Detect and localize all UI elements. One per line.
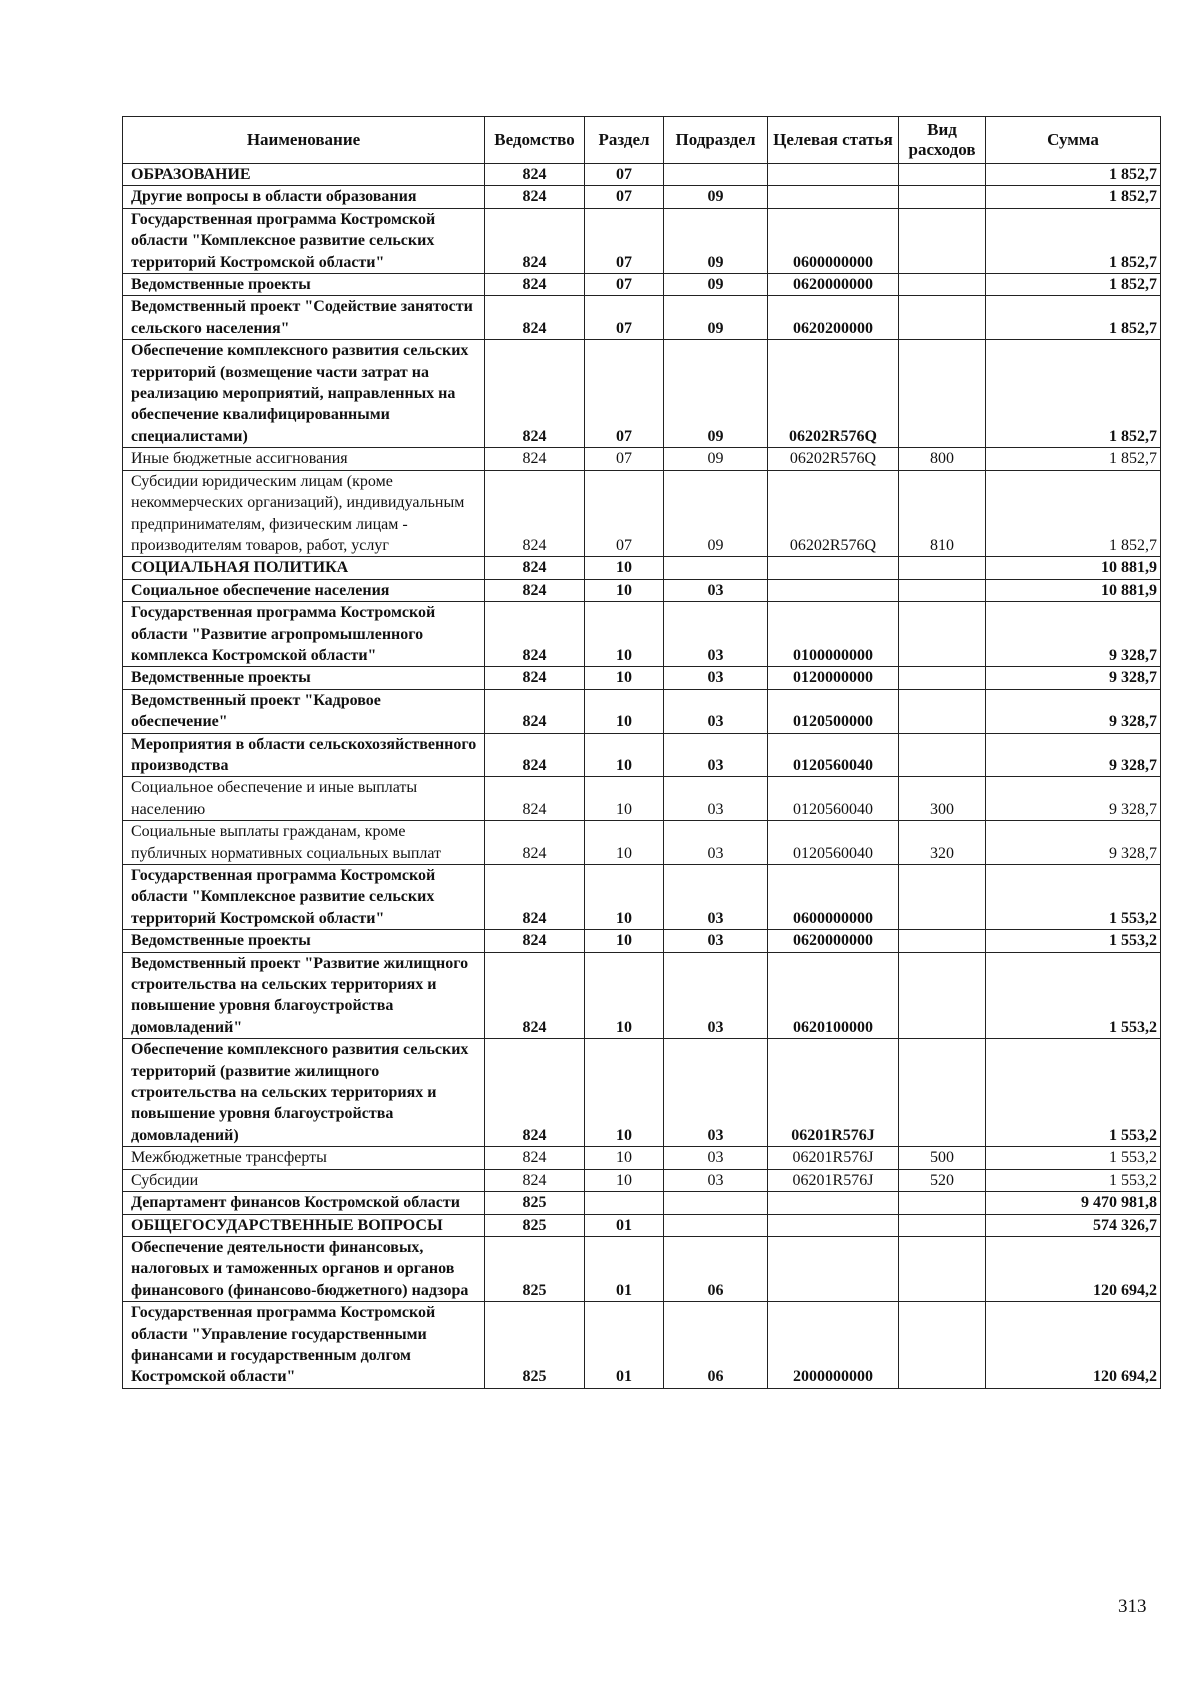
- cell-section: 10: [585, 930, 664, 952]
- cell-amount: 9 470 981,8: [986, 1192, 1161, 1214]
- cell-department: 824: [485, 667, 585, 689]
- cell-subsection: [664, 1192, 768, 1214]
- cell-target-article: 0120000000: [768, 667, 899, 689]
- cell-section: 07: [585, 164, 664, 186]
- cell-department: 824: [485, 1147, 585, 1169]
- cell-name: Ведомственный проект "Развитие жилищного строительства на сельских территориях и повышение уровня благоустройства домовладений": [123, 952, 485, 1039]
- cell-expense-type: [899, 1039, 986, 1147]
- cell-expense-type: 810: [899, 470, 986, 557]
- table-row: [123, 865, 1161, 930]
- cell-target-article: 06202R576Q: [768, 470, 899, 557]
- cell-department: 824: [485, 557, 585, 579]
- cell-expense-type: [899, 557, 986, 579]
- cell-target-article: 0120560040: [768, 777, 899, 821]
- cell-name: Ведомственные проекты: [123, 930, 485, 952]
- cell-amount: 1 852,7: [986, 208, 1161, 273]
- cell-amount: 1 852,7: [986, 448, 1161, 470]
- cell-section: 10: [585, 557, 664, 579]
- cell-department: 825: [485, 1302, 585, 1389]
- cell-department: 824: [485, 1169, 585, 1191]
- cell-amount: 9 328,7: [986, 689, 1161, 733]
- header-section: Раздел: [585, 117, 664, 164]
- cell-amount: 1 553,2: [986, 952, 1161, 1039]
- cell-department: 824: [485, 733, 585, 777]
- cell-department: 824: [485, 448, 585, 470]
- cell-subsection: 03: [664, 733, 768, 777]
- cell-department: 824: [485, 777, 585, 821]
- header-name: Наименование: [123, 117, 485, 164]
- cell-name: Социальные выплаты гражданам, кроме публичных нормативных социальных выплат: [123, 821, 485, 865]
- cell-section: 10: [585, 865, 664, 930]
- cell-section: 10: [585, 821, 664, 865]
- cell-subsection: 09: [664, 296, 768, 340]
- cell-department: 824: [485, 865, 585, 930]
- cell-department: 824: [485, 689, 585, 733]
- cell-department: 824: [485, 208, 585, 273]
- cell-section: 07: [585, 340, 664, 448]
- cell-name: Государственная программа Костромской области "Развитие агропромышленного комплекса Костромской области": [123, 602, 485, 667]
- cell-section: [585, 1192, 664, 1214]
- cell-expense-type: [899, 186, 986, 208]
- cell-subsection: 03: [664, 821, 768, 865]
- cell-expense-type: [899, 865, 986, 930]
- cell-target-article: [768, 557, 899, 579]
- cell-target-article: 0620000000: [768, 274, 899, 296]
- cell-department: 824: [485, 296, 585, 340]
- cell-subsection: 03: [664, 952, 768, 1039]
- cell-amount: 1 553,2: [986, 865, 1161, 930]
- cell-expense-type: [899, 602, 986, 667]
- cell-amount: 1 852,7: [986, 340, 1161, 448]
- cell-amount: 574 326,7: [986, 1214, 1161, 1236]
- cell-name: Иные бюджетные ассигнования: [123, 448, 485, 470]
- cell-subsection: 06: [664, 1302, 768, 1389]
- table-row: [123, 602, 1161, 667]
- cell-department: 824: [485, 821, 585, 865]
- header-expense-type: Вид расходов: [899, 117, 986, 164]
- cell-section: 07: [585, 470, 664, 557]
- cell-target-article: 0100000000: [768, 602, 899, 667]
- cell-name: Социальное обеспечение и иные выплаты населению: [123, 777, 485, 821]
- header-subsection: Подраздел: [664, 117, 768, 164]
- cell-expense-type: [899, 296, 986, 340]
- cell-section: 10: [585, 689, 664, 733]
- cell-target-article: 06202R576Q: [768, 448, 899, 470]
- cell-subsection: 03: [664, 777, 768, 821]
- cell-subsection: 09: [664, 470, 768, 557]
- table-row: [123, 689, 1161, 733]
- cell-target-article: 0620100000: [768, 952, 899, 1039]
- cell-subsection: 03: [664, 1169, 768, 1191]
- cell-section: 01: [585, 1214, 664, 1236]
- table-row: [123, 821, 1161, 865]
- cell-subsection: 09: [664, 274, 768, 296]
- cell-target-article: 0620200000: [768, 296, 899, 340]
- table-row: [123, 470, 1161, 557]
- cell-name: Ведомственный проект "Кадровое обеспечение": [123, 689, 485, 733]
- cell-target-article: 0120500000: [768, 689, 899, 733]
- cell-section: 10: [585, 733, 664, 777]
- cell-name: Государственная программа Костромской области "Управление государственными финансами и государственным долгом Костромской области": [123, 1302, 485, 1389]
- cell-section: 10: [585, 1169, 664, 1191]
- table-row: [123, 952, 1161, 1039]
- table-row: [123, 186, 1161, 208]
- cell-amount: 1 553,2: [986, 1169, 1161, 1191]
- cell-name: Департамент финансов Костромской области: [123, 1192, 485, 1214]
- cell-amount: 1 852,7: [986, 186, 1161, 208]
- cell-name: Ведомственный проект "Содействие занятости сельского населения": [123, 296, 485, 340]
- cell-name: Социальное обеспечение населения: [123, 579, 485, 601]
- cell-name: Субсидии юридическим лицам (кроме некоммерческих организаций), индивидуальным предпринимателям, физическим лицам - производителям товаров, работ, услуг: [123, 470, 485, 557]
- cell-department: 824: [485, 602, 585, 667]
- cell-target-article: [768, 186, 899, 208]
- cell-subsection: 09: [664, 340, 768, 448]
- cell-section: 10: [585, 602, 664, 667]
- header-department: Ведомство: [485, 117, 585, 164]
- cell-target-article: 2000000000: [768, 1302, 899, 1389]
- cell-expense-type: [899, 340, 986, 448]
- cell-target-article: [768, 579, 899, 601]
- cell-section: 07: [585, 208, 664, 273]
- cell-subsection: [664, 557, 768, 579]
- cell-amount: 1 852,7: [986, 470, 1161, 557]
- cell-amount: 9 328,7: [986, 733, 1161, 777]
- cell-subsection: 03: [664, 602, 768, 667]
- cell-name: ОБЩЕГОСУДАРСТВЕННЫЕ ВОПРОСЫ: [123, 1214, 485, 1236]
- table-row: [123, 1302, 1161, 1389]
- cell-target-article: [768, 1236, 899, 1301]
- cell-name: Обеспечение комплексного развития сельских территорий (возмещение части затрат на реализацию мероприятий, направленных на обеспечение квалифицированными специалистами): [123, 340, 485, 448]
- cell-subsection: 03: [664, 930, 768, 952]
- cell-target-article: 06201R576J: [768, 1147, 899, 1169]
- cell-target-article: [768, 1192, 899, 1214]
- cell-department: 824: [485, 579, 585, 601]
- cell-amount: 1 852,7: [986, 274, 1161, 296]
- cell-amount: 9 328,7: [986, 777, 1161, 821]
- table-row: [123, 667, 1161, 689]
- cell-expense-type: [899, 952, 986, 1039]
- cell-name: Ведомственные проекты: [123, 274, 485, 296]
- cell-name: Обеспечение деятельности финансовых, налоговых и таможенных органов и органов финансового (финансово-бюджетного) надзора: [123, 1236, 485, 1301]
- cell-subsection: 03: [664, 689, 768, 733]
- table-row: [123, 296, 1161, 340]
- table-row: [123, 208, 1161, 273]
- cell-amount: 1 553,2: [986, 1147, 1161, 1169]
- table-row: [123, 930, 1161, 952]
- table-row: [123, 777, 1161, 821]
- cell-department: 825: [485, 1214, 585, 1236]
- cell-expense-type: 500: [899, 1147, 986, 1169]
- page-number: 313: [1118, 1596, 1147, 1617]
- table-row: [123, 579, 1161, 601]
- cell-expense-type: [899, 930, 986, 952]
- cell-amount: 120 694,2: [986, 1236, 1161, 1301]
- cell-expense-type: [899, 1236, 986, 1301]
- cell-section: 10: [585, 1039, 664, 1147]
- cell-subsection: 03: [664, 1147, 768, 1169]
- header-target-article: Целевая статья: [768, 117, 899, 164]
- cell-section: 01: [585, 1302, 664, 1389]
- cell-target-article: 0600000000: [768, 865, 899, 930]
- cell-section: 01: [585, 1236, 664, 1301]
- cell-expense-type: [899, 733, 986, 777]
- cell-subsection: 09: [664, 208, 768, 273]
- cell-name: Другие вопросы в области образования: [123, 186, 485, 208]
- cell-amount: 1 553,2: [986, 930, 1161, 952]
- budget-table: [122, 116, 1161, 1389]
- cell-expense-type: 800: [899, 448, 986, 470]
- cell-subsection: 09: [664, 186, 768, 208]
- table-row: [123, 1039, 1161, 1147]
- cell-section: 07: [585, 448, 664, 470]
- cell-department: 824: [485, 1039, 585, 1147]
- cell-target-article: 0600000000: [768, 208, 899, 273]
- cell-expense-type: [899, 1192, 986, 1214]
- cell-name: Обеспечение комплексного развития сельских территорий (развитие жилищного строительства на сельских территориях и повышение уровня благоустройства домовладений): [123, 1039, 485, 1147]
- cell-expense-type: 520: [899, 1169, 986, 1191]
- cell-name: ОБРАЗОВАНИЕ: [123, 164, 485, 186]
- cell-department: 824: [485, 340, 585, 448]
- cell-department: 825: [485, 1236, 585, 1301]
- cell-section: 07: [585, 296, 664, 340]
- table-row: [123, 1147, 1161, 1169]
- cell-subsection: 03: [664, 865, 768, 930]
- cell-name: Государственная программа Костромской области "Комплексное развитие сельских территорий Костромской области": [123, 865, 485, 930]
- cell-target-article: [768, 1214, 899, 1236]
- table-row: [123, 1236, 1161, 1301]
- cell-expense-type: [899, 689, 986, 733]
- cell-target-article: 06202R576Q: [768, 340, 899, 448]
- header-amount: Сумма: [986, 117, 1161, 164]
- cell-department: 824: [485, 274, 585, 296]
- cell-subsection: 03: [664, 579, 768, 601]
- cell-amount: 120 694,2: [986, 1302, 1161, 1389]
- cell-section: 10: [585, 579, 664, 601]
- cell-expense-type: [899, 1302, 986, 1389]
- cell-amount: 1 852,7: [986, 296, 1161, 340]
- cell-target-article: 0620000000: [768, 930, 899, 952]
- cell-subsection: 03: [664, 667, 768, 689]
- cell-department: 824: [485, 186, 585, 208]
- table-row: [123, 733, 1161, 777]
- cell-section: 10: [585, 667, 664, 689]
- cell-section: 10: [585, 952, 664, 1039]
- cell-subsection: 06: [664, 1236, 768, 1301]
- cell-expense-type: [899, 579, 986, 601]
- cell-amount: 1 553,2: [986, 1039, 1161, 1147]
- cell-expense-type: 320: [899, 821, 986, 865]
- cell-expense-type: [899, 164, 986, 186]
- cell-amount: 10 881,9: [986, 579, 1161, 601]
- cell-target-article: 0120560040: [768, 821, 899, 865]
- cell-department: 825: [485, 1192, 585, 1214]
- cell-department: 824: [485, 470, 585, 557]
- table-row: [123, 557, 1161, 579]
- cell-subsection: [664, 1214, 768, 1236]
- cell-section: 07: [585, 274, 664, 296]
- cell-amount: 9 328,7: [986, 602, 1161, 667]
- table-row: [123, 1214, 1161, 1236]
- cell-target-article: 06201R576J: [768, 1169, 899, 1191]
- table-row: [123, 448, 1161, 470]
- cell-name: СОЦИАЛЬНАЯ ПОЛИТИКА: [123, 557, 485, 579]
- table-row: [123, 274, 1161, 296]
- cell-expense-type: [899, 274, 986, 296]
- cell-amount: 1 852,7: [986, 164, 1161, 186]
- table-row: [123, 1192, 1161, 1214]
- cell-amount: 9 328,7: [986, 667, 1161, 689]
- cell-expense-type: [899, 667, 986, 689]
- table-header-row: [123, 117, 1161, 164]
- cell-amount: 10 881,9: [986, 557, 1161, 579]
- cell-target-article: 06201R576J: [768, 1039, 899, 1147]
- cell-target-article: [768, 164, 899, 186]
- cell-department: 824: [485, 952, 585, 1039]
- cell-target-article: 0120560040: [768, 733, 899, 777]
- cell-subsection: 03: [664, 1039, 768, 1147]
- cell-department: 824: [485, 164, 585, 186]
- cell-section: 07: [585, 186, 664, 208]
- cell-name: Субсидии: [123, 1169, 485, 1191]
- cell-name: Ведомственные проекты: [123, 667, 485, 689]
- table-row: [123, 340, 1161, 448]
- table-body: [123, 164, 1161, 1389]
- table-row: [123, 164, 1161, 186]
- cell-subsection: 09: [664, 448, 768, 470]
- cell-expense-type: [899, 1214, 986, 1236]
- table-row: [123, 1169, 1161, 1191]
- cell-expense-type: 300: [899, 777, 986, 821]
- cell-name: Мероприятия в области сельскохозяйственного производства: [123, 733, 485, 777]
- cell-amount: 9 328,7: [986, 821, 1161, 865]
- cell-section: 10: [585, 777, 664, 821]
- cell-expense-type: [899, 208, 986, 273]
- cell-name: Межбюджетные трансферты: [123, 1147, 485, 1169]
- cell-section: 10: [585, 1147, 664, 1169]
- cell-department: 824: [485, 930, 585, 952]
- cell-subsection: [664, 164, 768, 186]
- cell-name: Государственная программа Костромской области "Комплексное развитие сельских территорий Костромской области": [123, 208, 485, 273]
